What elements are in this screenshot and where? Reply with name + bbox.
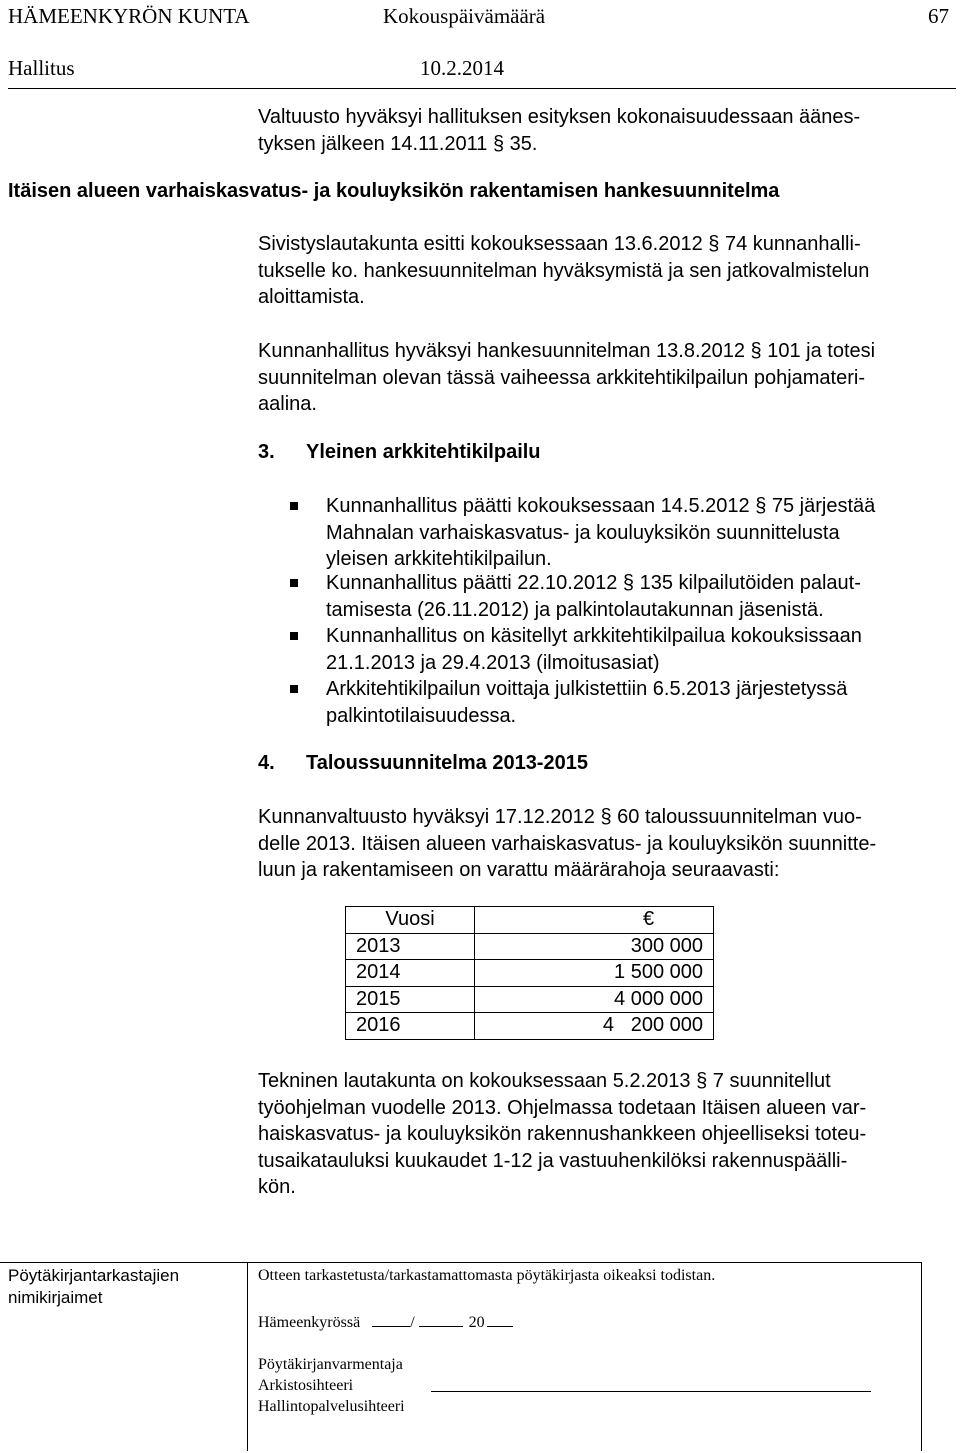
bullet-line: yleisen arkkitehtikilpailun. xyxy=(326,548,552,570)
square-bullet-icon xyxy=(290,685,298,693)
year-cell: 2014 xyxy=(346,960,475,987)
signer-title: Hallintopalvelusihteeri xyxy=(258,1398,405,1415)
paragraph-2 xyxy=(258,338,875,418)
footer-divider xyxy=(247,1262,248,1451)
year-cell: 2013 xyxy=(346,933,475,960)
bullet-line: Kunnanhallitus päätti 22.10.2012 § 135 kilpailutöiden palaut- xyxy=(326,572,861,594)
paragraph-line: tusaikatauluksi kuukaudet 1-12 ja vastuuhenkilöksi rakennuspäälli- xyxy=(258,1149,848,1172)
bullet-line: tamisesta (26.11.2012) ja palkintolautakunnan jäsenistä. xyxy=(326,598,824,621)
paragraph-line: suunnitelman olevan tässä vaiheessa arkkitehtikilpailun pohjamateri- xyxy=(258,366,866,389)
funds-table xyxy=(345,906,714,1040)
intro-line: tyksen jälkeen 14.11.2011 § 35. xyxy=(258,132,538,155)
bullet-line: Mahnalan varhaiskasvatus- ja kouluyksikön suunnittelusta xyxy=(326,521,840,544)
footer-box xyxy=(0,1262,922,1451)
paragraph-line: Kunnanhallitus hyväksyi hankesuunnitelman 13.8.2012 § 101 ja totesi xyxy=(258,340,876,362)
signer-title: Arkistosihteeri xyxy=(258,1377,354,1394)
signature-line[interactable] xyxy=(431,1391,871,1392)
table-row xyxy=(346,1013,714,1040)
amount-cell: 4 000 000 xyxy=(475,986,714,1013)
footer-right-rule xyxy=(921,1262,922,1451)
year-blank[interactable] xyxy=(487,1310,513,1327)
month-blank[interactable] xyxy=(419,1310,463,1327)
paragraph-line: työohjelman vuodelle 2013. Ohjelmassa todetaan Itäisen alueen var- xyxy=(258,1096,867,1119)
place-name: Hämeenkyrössä xyxy=(258,1314,361,1331)
heading-3-number: 3. xyxy=(258,441,275,463)
table-row xyxy=(346,960,714,987)
paragraph-line: Tekninen lautakunta on kokouksessaan 5.2.2013 § 7 suunnitellut xyxy=(258,1070,831,1092)
amount-cell: 4 200 000 xyxy=(475,1013,714,1040)
footer-top-rule xyxy=(0,1262,922,1263)
section-title: Itäisen alueen varhaiskasvatus- ja kouluyksikön rakentamisen hankesuunnitelma xyxy=(8,180,780,202)
table-row xyxy=(346,986,714,1013)
initials-label-line: nimikirjaimet xyxy=(8,1288,103,1307)
paragraph-3 xyxy=(258,804,876,884)
paragraph-line: tukselle ko. hankesuunnitelman hyväksymistä ja sen jatkovalmistelun xyxy=(258,259,870,282)
bullet-line: 21.1.2013 ja 29.4.2013 (ilmoitusasiat) xyxy=(326,651,660,674)
meeting-date: 10.2.2014 xyxy=(420,56,504,80)
square-bullet-icon xyxy=(290,579,298,587)
paragraph-line: delle 2013. Itäisen alueen varhaiskasvatus- ja kouluyksikön suunnitte- xyxy=(258,832,877,855)
paragraph-line: aalina. xyxy=(258,393,317,415)
place-date-line xyxy=(258,1310,513,1332)
signer-title: Pöytäkirjanvarmentaja xyxy=(258,1356,403,1373)
heading-3-title: Yleinen arkkitehtikilpailu xyxy=(306,441,541,463)
table-row xyxy=(346,933,714,960)
paragraph-line: haiskasvatus- ja kouluyksikön rakennushankkeen ohjeelliseksi toteu- xyxy=(258,1123,867,1145)
certification-text: Otteen tarkastetusta/tarkastamattomasta pöytäkirjasta oikeaksi todistan. xyxy=(258,1267,716,1284)
amount-cell: 300 000 xyxy=(475,933,714,960)
amount-cell: 1 500 000 xyxy=(475,960,714,987)
paragraph-line: Sivistyslautakunta esitti kokouksessaan 13.6.2012 § 74 kunnanhalli- xyxy=(258,233,861,255)
intro-paragraph xyxy=(258,104,860,157)
year-cell: 2016 xyxy=(346,1013,475,1040)
heading-4-number: 4. xyxy=(258,752,275,774)
date-label: Kokouspäivämäärä xyxy=(383,4,546,28)
paragraph-line: Kunnanvaltuusto hyväksyi 17.12.2012 § 60 taloussuunnitelman vuo- xyxy=(258,806,862,828)
header-cell-euro: € xyxy=(475,907,714,934)
header-rule xyxy=(8,88,956,89)
paragraph-line: luun ja rakentamiseen on varattu määrärahoja seuraavasti: xyxy=(258,859,780,881)
paragraph-1 xyxy=(258,231,869,311)
square-bullet-icon xyxy=(290,632,298,640)
header-cell-year: Vuosi xyxy=(346,907,475,934)
bullet-line: Arkkitehtikilpailun voittaja julkistettiin 6.5.2013 järjestetyssä xyxy=(326,678,848,700)
organ-name: Hallitus xyxy=(8,56,75,80)
initials-label-line: Pöytäkirjantarkastajien xyxy=(8,1266,180,1285)
bullet-line: Kunnanhallitus päätti kokouksessaan 14.5.2012 § 75 järjestää xyxy=(326,495,876,517)
intro-line: Valtuusto hyväksyi hallituksen esityksen kokonaisuudessaan äänes- xyxy=(258,106,861,128)
day-blank[interactable] xyxy=(372,1310,410,1327)
square-bullet-icon xyxy=(290,502,298,510)
bullet-line: Kunnanhallitus on käsitellyt arkkitehtikilpailua kokouksissaan xyxy=(326,625,862,647)
municipality-name: HÄMEENKYRÖN KUNTA xyxy=(8,4,250,28)
paragraph-4 xyxy=(258,1068,866,1201)
page-number: 67 xyxy=(928,4,949,28)
year-prefix: 20 xyxy=(468,1314,485,1331)
paragraph-line: kön. xyxy=(258,1176,296,1198)
date-slash: / xyxy=(410,1314,415,1331)
table-header-row xyxy=(346,907,714,934)
heading-4-title: Taloussuunnitelma 2013-2015 xyxy=(306,752,588,774)
year-cell: 2015 xyxy=(346,986,475,1013)
bullet-line: palkintotilaisuudessa. xyxy=(326,704,517,727)
paragraph-line: aloittamista. xyxy=(258,286,365,308)
initials-label xyxy=(8,1265,179,1309)
signers-block xyxy=(258,1354,405,1417)
